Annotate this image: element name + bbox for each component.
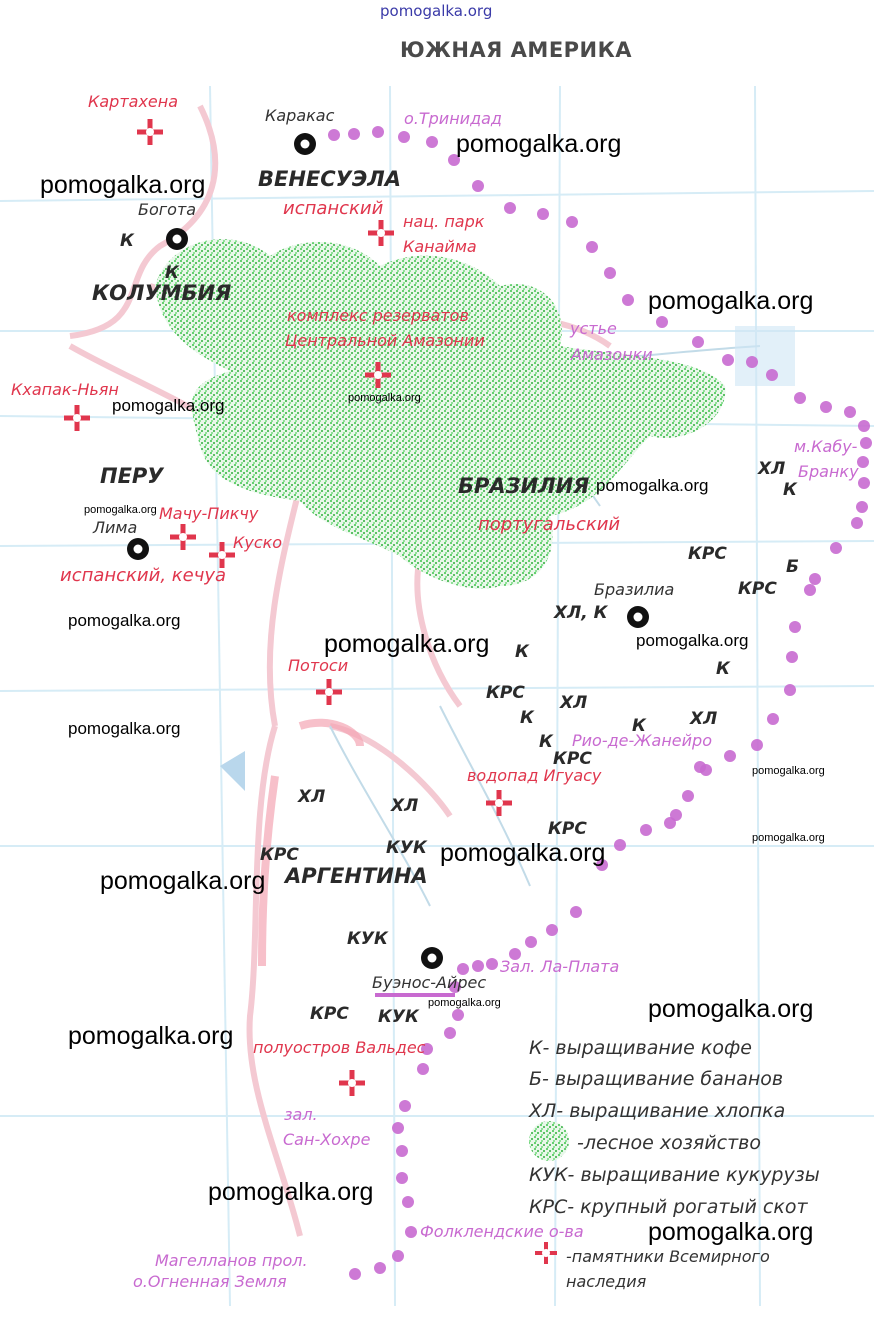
city-buenos-aires: Буэнос-Айрес bbox=[372, 973, 487, 992]
route-dot bbox=[766, 369, 778, 381]
geo-san-jorge-2: Сан-Хохре bbox=[283, 1130, 371, 1149]
capital-brasilia bbox=[627, 606, 649, 628]
route-dot bbox=[398, 131, 410, 143]
route-dot bbox=[856, 501, 868, 513]
code-br-k4: К bbox=[632, 716, 646, 736]
heritage-cross-icon bbox=[137, 119, 163, 145]
geo-falkland: Фолклендские о-ва bbox=[420, 1222, 584, 1241]
code-ar-hl2: ХЛ bbox=[391, 796, 419, 816]
legend-coffee: К- выращивание кофе bbox=[529, 1037, 752, 1059]
watermark: pomogalka.org bbox=[752, 765, 825, 777]
code-br-k5: К bbox=[539, 732, 553, 752]
route-dot bbox=[328, 129, 340, 141]
route-dot bbox=[537, 208, 549, 220]
code-br-hl: ХЛ bbox=[758, 459, 786, 479]
route-dot bbox=[402, 1196, 414, 1208]
code-col-k2: К bbox=[165, 263, 179, 283]
code-br-krs5: КРС bbox=[548, 819, 587, 839]
code-br-krs2: КРС bbox=[738, 579, 777, 599]
code-br-hl2: ХЛ bbox=[690, 709, 718, 729]
route-dot bbox=[860, 437, 872, 449]
geo-san-jorge-1: зал. bbox=[284, 1105, 318, 1124]
route-dot bbox=[396, 1145, 408, 1157]
watermark: pomogalka.org bbox=[112, 396, 225, 415]
route-dot bbox=[374, 1262, 386, 1274]
country-argentina: АРГЕНТИНА bbox=[285, 864, 428, 888]
legend-corn: КУК- выращивание кукурузы bbox=[529, 1164, 820, 1186]
watermark: pomogalka.org bbox=[68, 719, 181, 738]
language-venezuela: испанский bbox=[283, 198, 384, 219]
legend-cotton: ХЛ- выращивание хлопка bbox=[529, 1100, 786, 1122]
site-link[interactable]: pomogalka.org bbox=[380, 2, 493, 20]
route-dot bbox=[622, 294, 634, 306]
heritage-cross-icon bbox=[64, 405, 90, 431]
route-dot bbox=[399, 1100, 411, 1112]
route-dot bbox=[604, 267, 616, 279]
legend-forestry: -лесное хозяйство bbox=[577, 1132, 761, 1154]
code-ar-krs1: КРС bbox=[260, 845, 299, 865]
route-dot bbox=[392, 1122, 404, 1134]
watermark: pomogalka.org bbox=[648, 287, 814, 315]
heritage-cross-icon bbox=[486, 790, 512, 816]
watermark: pomogalka.org bbox=[208, 1178, 374, 1206]
code-col-k1: К bbox=[120, 231, 134, 251]
watermark: pomogalka.org bbox=[324, 630, 490, 658]
legend-heritage-2: наследия bbox=[566, 1272, 647, 1291]
route-dot bbox=[444, 1027, 456, 1039]
route-dot bbox=[786, 651, 798, 663]
heritage-cartagena: Картахена bbox=[88, 92, 179, 111]
watermark: pomogalka.org bbox=[636, 631, 749, 650]
code-br-krs1: КРС bbox=[688, 544, 727, 564]
map-title: ЮЖНАЯ АМЕРИКА bbox=[400, 38, 633, 62]
watermark: pomogalka.org bbox=[456, 130, 622, 158]
watermark: pomogalka.org bbox=[100, 867, 266, 895]
watermark: pomogalka.org bbox=[752, 832, 825, 844]
heritage-canaima-2: Канайма bbox=[403, 237, 477, 256]
heritage-qhapaq: Кхапак-Ньян bbox=[11, 380, 119, 399]
route-dot bbox=[851, 517, 863, 529]
route-dot bbox=[504, 202, 516, 214]
route-dot bbox=[794, 392, 806, 404]
heritage-machu: Мачу-Пикчу bbox=[159, 504, 259, 523]
city-brasilia: Бразилиа bbox=[594, 580, 675, 599]
code-br-k3: К bbox=[520, 708, 534, 728]
route-dot bbox=[682, 790, 694, 802]
heritage-amazon-2: Центральной Амазонии bbox=[285, 331, 485, 350]
code-ar-krs2: КРС bbox=[310, 1004, 349, 1024]
code-ar-kuk3: КУК bbox=[378, 1007, 419, 1027]
city-bogota: Богота bbox=[138, 200, 197, 219]
route-dot bbox=[784, 684, 796, 696]
route-dot bbox=[700, 764, 712, 776]
route-dot bbox=[392, 1250, 404, 1262]
watermark: pomogalka.org bbox=[84, 504, 157, 516]
route-dot bbox=[664, 817, 676, 829]
heritage-iguazu: водопад Игуасу bbox=[467, 766, 602, 785]
legend-cattle: КРС- крупный рогатый скот bbox=[529, 1196, 808, 1218]
code-ar-kuk2: КУК bbox=[347, 929, 388, 949]
legend-bananas: Б- выращивание бананов bbox=[529, 1068, 784, 1090]
route-dot bbox=[525, 936, 537, 948]
route-dot bbox=[844, 406, 856, 418]
code-br-k2: К bbox=[716, 659, 730, 679]
route-dot bbox=[789, 621, 801, 633]
route-dot bbox=[472, 960, 484, 972]
city-caracas: Каракас bbox=[265, 106, 335, 125]
heritage-valdes: полуостров Вальдес bbox=[253, 1038, 426, 1057]
city-rio: Рио-де-Жанейро bbox=[572, 731, 712, 750]
capital-caracas bbox=[294, 133, 316, 155]
code-br-hl1: ХЛ bbox=[560, 693, 588, 713]
route-dot bbox=[820, 401, 832, 413]
route-dot bbox=[692, 336, 704, 348]
legend-forest-swatch bbox=[529, 1121, 569, 1161]
route-dot bbox=[722, 354, 734, 366]
geo-amazon-mouth-1: устье bbox=[570, 319, 617, 338]
city-lima: Лима bbox=[93, 518, 138, 537]
capital-bogota bbox=[166, 228, 188, 250]
watermark: pomogalka.org bbox=[648, 995, 814, 1023]
route-dot bbox=[570, 906, 582, 918]
code-br-hlk: ХЛ, К bbox=[554, 603, 608, 623]
code-br-k1: К bbox=[515, 642, 529, 662]
watermark: pomogalka.org bbox=[428, 997, 501, 1009]
route-dot bbox=[348, 128, 360, 140]
code-br-krs4: КРС bbox=[553, 749, 592, 769]
ocean-patch bbox=[735, 326, 795, 386]
route-dot bbox=[656, 316, 668, 328]
heritage-canaima-1: нац. парк bbox=[403, 212, 485, 231]
south-america-map bbox=[0, 86, 874, 1306]
geo-trinidad: о.Тринидад bbox=[404, 109, 502, 128]
route-dot bbox=[724, 750, 736, 762]
route-dot bbox=[486, 958, 498, 970]
route-dot bbox=[452, 1009, 464, 1021]
code-br-krs3: КРС bbox=[486, 683, 525, 703]
legend-heritage-1: -памятники Всемирного bbox=[566, 1247, 770, 1266]
route-dot bbox=[349, 1268, 361, 1280]
route-dot bbox=[417, 1063, 429, 1075]
language-brazil: португальский bbox=[478, 514, 621, 535]
country-peru: ПЕРУ bbox=[100, 464, 164, 488]
route-dot bbox=[640, 824, 652, 836]
watermark: pomogalka.org bbox=[596, 476, 709, 495]
route-dot bbox=[372, 126, 384, 138]
heritage-cross-icon bbox=[316, 679, 342, 705]
country-colombia: КОЛУМБИЯ bbox=[92, 281, 232, 305]
country-venezuela: ВЕНЕСУЭЛА bbox=[258, 167, 401, 191]
route-dot bbox=[566, 216, 578, 228]
heritage-potosi: Потоси bbox=[288, 656, 349, 675]
route-dot bbox=[830, 542, 842, 554]
heritage-cross-icon bbox=[339, 1070, 365, 1096]
route-dot bbox=[472, 180, 484, 192]
watermark: pomogalka.org bbox=[648, 1218, 814, 1246]
code-ar-hl1: ХЛ bbox=[298, 787, 326, 807]
code-br-k: К bbox=[783, 480, 797, 500]
route-dot bbox=[746, 356, 758, 368]
geo-cabo-1: м.Кабу- bbox=[794, 437, 858, 456]
route-dot bbox=[804, 584, 816, 596]
geo-cabo-2: Бранку bbox=[798, 462, 859, 481]
heritage-cross-icon bbox=[170, 524, 196, 550]
route-dot bbox=[396, 1172, 408, 1184]
route-dot bbox=[546, 924, 558, 936]
capital-lima bbox=[127, 538, 149, 560]
route-dot bbox=[405, 1226, 417, 1238]
language-peru: испанский, кечуа bbox=[60, 565, 227, 586]
country-brazil: БРАЗИЛИЯ bbox=[458, 474, 590, 498]
geo-magellan: Магелланов прол. bbox=[155, 1251, 308, 1270]
route-dot bbox=[751, 739, 763, 751]
watermark: pomogalka.org bbox=[68, 611, 181, 630]
heritage-cusco: Куско bbox=[233, 533, 283, 552]
watermark: pomogalka.org bbox=[68, 1022, 234, 1050]
route-dot bbox=[426, 136, 438, 148]
watermark: pomogalka.org bbox=[440, 839, 606, 867]
code-ar-kuk1: КУК bbox=[386, 838, 427, 858]
capital-buenos-aires bbox=[421, 947, 443, 969]
route-dot bbox=[614, 839, 626, 851]
lake-patch bbox=[220, 751, 245, 791]
code-br-b: Б bbox=[786, 557, 799, 577]
route-dot bbox=[858, 477, 870, 489]
geo-tierra: о.Огненная Земля bbox=[133, 1272, 287, 1291]
route-dot bbox=[809, 573, 821, 585]
heritage-amazon-1: комплекс резерватов bbox=[287, 306, 469, 325]
route-dot bbox=[586, 241, 598, 253]
watermark: pomogalka.org bbox=[348, 392, 421, 404]
route-dot bbox=[767, 713, 779, 725]
geo-amazon-mouth-2: Амазонки bbox=[571, 345, 653, 364]
legend-heritage-swatch bbox=[535, 1242, 557, 1264]
route-dot bbox=[858, 420, 870, 432]
geo-la-plata: Зал. Ла-Плата bbox=[500, 957, 620, 976]
watermark: pomogalka.org bbox=[40, 171, 206, 199]
